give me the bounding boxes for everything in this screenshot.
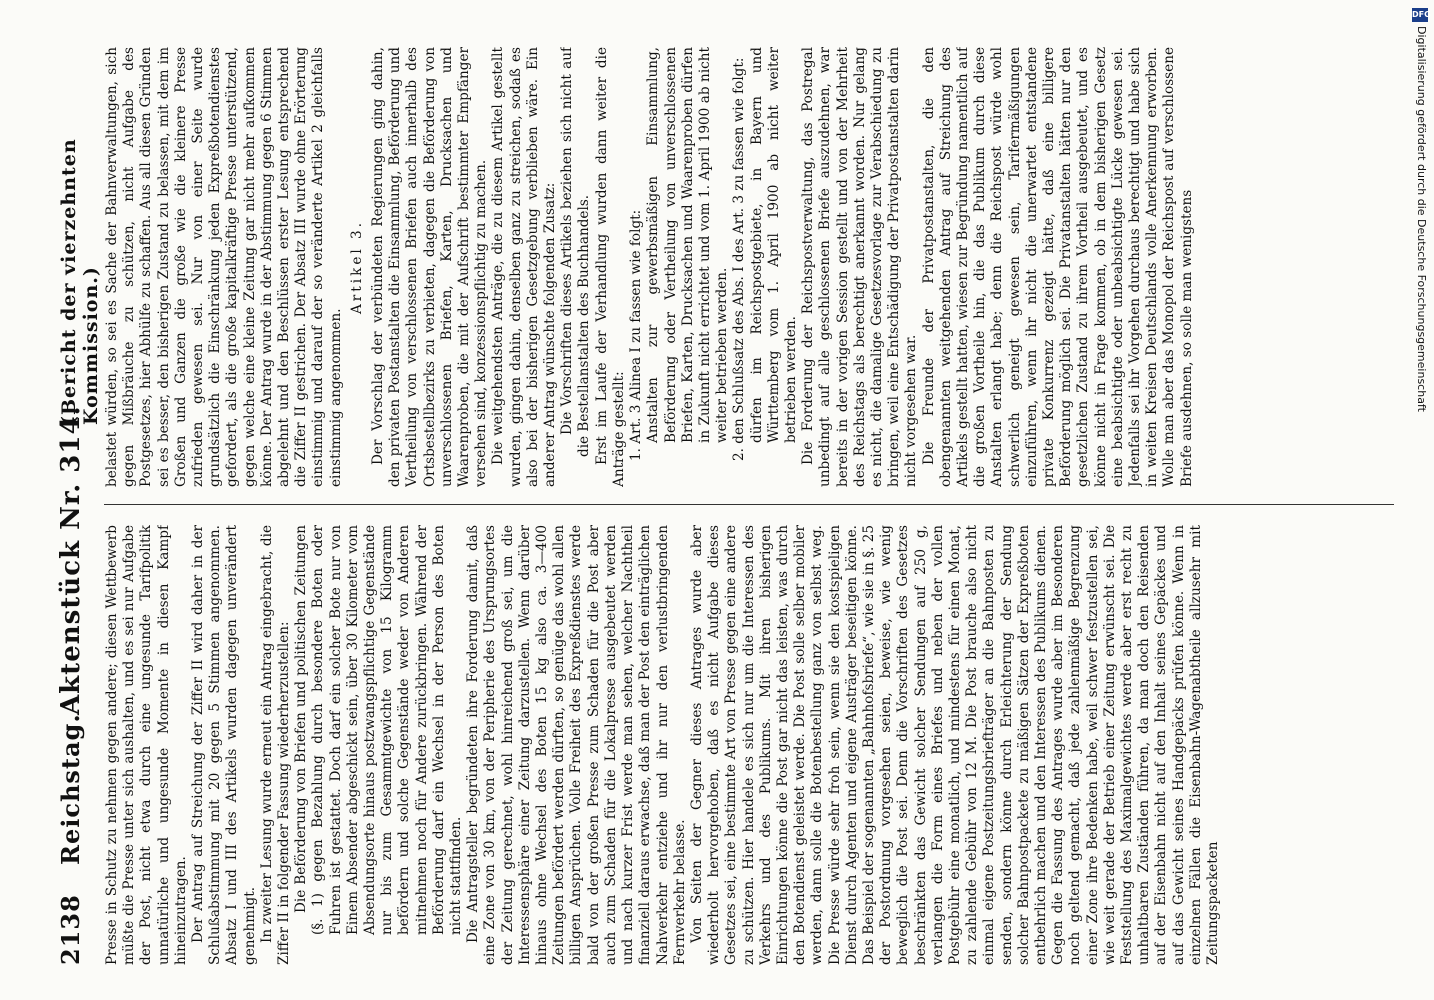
digitization-credit: [1410, 8, 1430, 992]
paragraph: Erst im Laufe der Verhandlung wurden dann weiter die Anträge gestellt:: [593, 47, 627, 487]
list-item-body: dürfen im Reichspostgebiete, in Bayern und Württemberg vom 1. April 1900 ab nicht weiter betrieben werden.: [748, 47, 799, 443]
paragraph: In zweiter Lesung wurde erneut ein Antrag eingebracht, die Ziffer II in folgender Fassung wiederherzustellen:: [258, 525, 293, 965]
quoted-paragraph: Die Beförderung von Briefen und politischen Zeitungen (§. 1) gegen Bezahlung durch besondere Boten oder Fuhren ist gestattet. Doch darf ein solcher Bote nur von Einem Absender abgeschickt sein, über 30 Kilometer vom Absendungsorte hinaus postzwangspflichtige Gegenstände nur bis zum Gesammtgewichte von 15 Kilogramm befördern und solche Gegenstände weder von Anderen mitnehmen noch für Andere zurückbringen. Während der Beförderung darf ein Wechsel in der Person des Boten nicht stattfinden.: [293, 525, 465, 935]
paragraph: Die Antragsteller begründeten ihre Forderung damit, daß eine Zone von 30 km, von der Peripherie des Ursprungsortes der Zeitung gerechnet, wohl hinreichend groß sei, um die Interessensphäre einer Zeitung darzustellen. Wenn darüber hinaus ohne Wechsel des Boten 15 kg also ca. 3—400 Zeitungen befördert werden dürften, so genüge das wohl allen billigen Ansprüchen. Volle Freiheit des Expreßdienstes werde bald von der großen Presse zum Schaden für die Post aber auch zum Schaden für die Lokalpresse ausgebeutet werden und nach kurzer Frist werde man sehen, welcher Nachtheil finanziell daraus erwachse, daß man der Post den einträglichen Nahverkehr entziehe und ihr nur den verlustbringenden Fernverkehr belasse.: [465, 525, 688, 965]
list-item: 1. Art. 3 Alinea I zu fassen wie folgt:: [628, 209, 645, 461]
quoted-paragraph: Die Vorschriften dieses Artikels beziehen sich nicht auf die Bestellanstalten des Buchhandels.: [559, 47, 593, 457]
paragraph: Von Seiten der Gegner dieses Antrages wurde aber wiederholt hervorgehoben, daß es nicht Aufgabe dieses Gesetzes sei, eine bestimmte Art von Presse gegen eine andere zu schützen. Hier handele es sich nur um die Interessen des Verkehrs und des Publikums. Mit ihren bisherigen Einrichtungen könne die Post gar nicht das leisten, was durch den Botendienst geleistet werde. Die Post solle selber mobiler werden, dann solle die Botenbestellung ganz von selbst weg. Die Presse würde sehr froh sein, wenn sie den kostspieligen Dienst durch Agenten und eigene Austräger beseitigen könne. Das Beispiel der sogenannten „Bahnhofsbriefe“, wie sie in §. 25 der Postordnung vorgesehen seien, beweise, wie wenig beweglich die Post sei. Denn die Vorschriften des Gesetzes beschränkten das Gewicht solcher Sendungen auf 250 g, verlangen die Form eines Briefes und neben der vollen Postgebühr eine monatlich, und mindestens für einen Monat, zu zahlende Gebühr von 12 M. Die Post brauche also nicht einmal eigene Postzeitungsbriefträger an die Bahnposten zu senden, sondern könne durch Erleichterung der Sendung solcher Bahnpostpackete zu mäßigen Sätzen der Expreßboten entbehrlich machen und den Interessen des Publikums dienen. Gegen die Fassung des Antrages wurde aber im Besonderen noch geltend gemacht, daß jede zahlenmäßige Begrenzung einer Zone ihre Bedenken habe, weil schwer festzustellen sei, wie weit gerade der Betrieb einer Zeitung erwünscht sei. Die Feststellung des Maximalgewichtes werde aber erst recht zu unhaltbaren Zuständen führen, da man doch den Reisenden auf der Eisenbahn nicht auf den Inhalt seines Gepäckes und auf das Gewicht seines Handgepäcks prüfen könne. Wenn in einzelnen Fällen die Eisenbahn-Wagenabtheile allzusehr mit Zeitungspacketen: [688, 525, 1221, 965]
paragraph: Die Forderung der Reichspostverwaltung, das Postregal unbedingt auf alle geschlossenen Briefe auszudehnen, war bereits in der vorigen Session gestellt und von der Mehrheit des Reichstags als berechtigt anerkannt worden. Nur gelang es nicht, die damalige Gesetzesvorlage zur Verabschiedung zu bringen, weil eine Entschädigung der Privatpostanstalten darin nicht vorgesehen war.: [800, 47, 920, 487]
list-item-body: Anstalten zur gewerbsmäßigen Einsammlung, Beförderung oder Vertheilung von unverschlossenen Briefen, Karten, Drucksachen und Waarenproben dürfen in Zukunft nicht errichtet und vom 1. April 1900 ab nicht weiter betrieben werden.: [645, 47, 731, 443]
left-text-column: [104, 525, 1394, 965]
paragraph: belastet würden, so sei es Sache der Bahnverwaltungen, sich gegen Mißbräuche zu schützen, nicht Aufgabe des Postgesetzes, hier Abhülfe zu schaffen. Aus all diesen Gründen sei es besser, den bisherigen Zustand zu belassen, mit dem im Großen und Ganzen die große wie die kleinere Presse zufrieden gewesen sei. Nur von einer Seite wurde grundsätzlich die Einschränkung jeden Expreßbotendienstes gefordert, als die große kapitalkräftige Presse unterstützend, gegen welche eine kleine Zeitung gar nicht mehr aufkommen könne. Der Antrag wurde in der Abstimmung gegen 6 Stimmen abgelehnt und den Beschlüssen erster Lesung entsprechend die Ziffer II gestrichen. Der Absatz III wurde ohne Erörterung einstimmig und darauf der so veränderte Artikel 2 gleichfalls einstimmig angenommen.: [104, 47, 344, 487]
column-divider: [104, 504, 1394, 505]
section-heading: Artikel 3.: [348, 219, 365, 315]
paragraph: Presse in Schutz zu nehmen gegen andere; diesen Wettbewerb müßte die Presse unter sich aushalten, und es sei nur Aufgabe der Post, nicht etwa durch eine ungesunde Tarifpolitik unnatürliche und ungesunde Momente in diesen Kampf hineinzutragen.: [104, 525, 189, 965]
source-title: Reichstag.: [56, 713, 85, 865]
right-text-column: [104, 47, 1394, 487]
list-item: 2. den Schlußsatz des Abs. I des Art. 3 zu fassen wie folgt:: [731, 57, 748, 461]
paragraph: Die Freunde der Privatpostanstalten, die den obengenannten weitgehenden Antrag auf Streichung des Artikels gestellt hatten, wiesen zur Begründung namentlich auf die großen Vortheile hin, die das Publikum durch diese Anstalten erlangt habe; denn die Reichspost würde wohl schwerlich geneigt gewesen sein, Tarifermäßigungen einzuführen, wenn ihr nicht die unerwartet entstandene private Konkurrenz gezeigt hätte, daß eine billigere Beförderung möglich sei. Die Privatanstalten hätten nur den gesetzlichen Zustand zu ihrem Vortheil ausgebeutet, und es könne nicht in Frage kommen, ob in dem bisherigen Gesetz eine beabsichtigte oder unbeabsichtigte Lücke gewesen sei. Jedenfalls sei ihr Vorgehen durchaus berechtigt und habe sich in weiten Kreisen Deutschlands volle Anerkennung erworben. Wolle man aber das Monopol der Reichspost auf verschlossene Briefe ausdehnen, so solle man wenigstens: [920, 47, 1195, 487]
paragraph: Die weitgehendsten Anträge, die zu diesem Artikel gestellt wurden, gingen dahin, denselben ganz zu streichen, sodaß es also bei der bisherigen Gesetzgebung verblieben wäre. Ein anderer Antrag wünschte folgenden Zusatz:: [490, 47, 559, 487]
page-header: [52, 35, 102, 965]
credit-text: Digitalisierung gefördert durch die Deutsche Forschungsgemeinschaft: [1415, 26, 1428, 412]
paragraph: Der Antrag auf Streichung der Ziffer II wird daher in der Schlußabstimmung mit 20 gegen 5 Stimmen angenommen. Absatz I und III des Artikels wurden dagegen unverändert genehmigt.: [190, 525, 258, 965]
dfg-logo: DFG: [1412, 8, 1428, 22]
rotated-document-sheet: [52, 35, 1402, 965]
document-number: Aktenstück Nr. 314.: [56, 405, 86, 715]
page-number: 2138: [56, 894, 85, 965]
paragraph: Der Vorschlag der verbündeten Regierungen ging dahin, den privaten Postanstalten die Einsammlung, Beförderung und Vertheilung von verschlossenen Briefen auch innerhalb des Ortsbestellbezirks zu verbieten, dagegen die Beförderung von unverschlossenen Briefen, Karten, Drucksachen und Waarenproben, die mit der Aufschrift bestimmter Empfänger versehen sind, konzessionspflichtig zu machen.: [370, 47, 490, 487]
report-title: (Bericht der vierzehnten Kommission.): [58, 138, 102, 425]
